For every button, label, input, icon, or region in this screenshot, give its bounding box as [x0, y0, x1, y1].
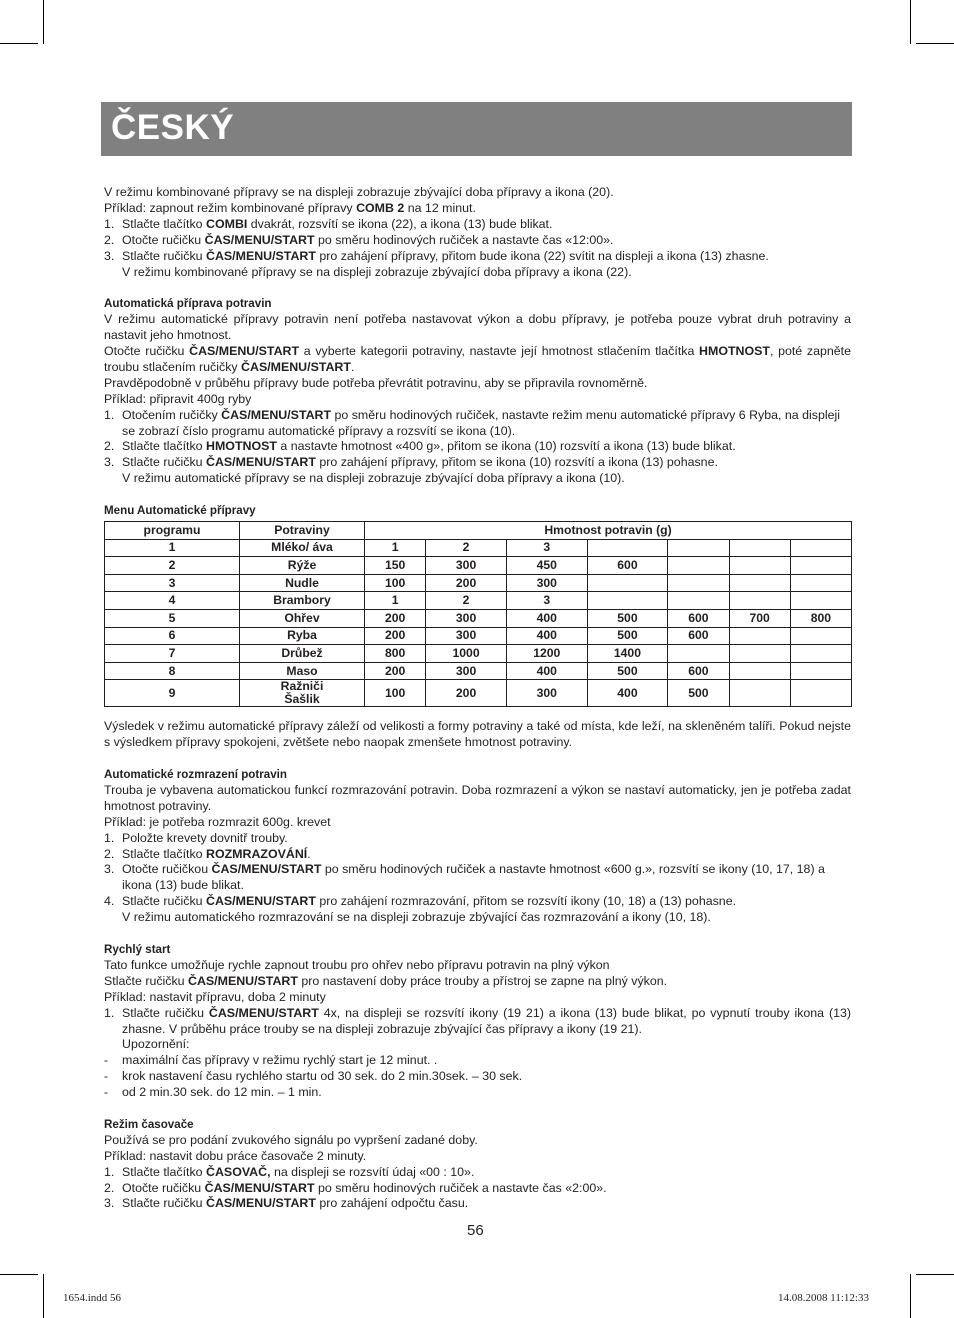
table-row — [105, 645, 852, 663]
weight-cell: 300 — [506, 680, 587, 707]
defrost-note: V režimu automatického rozmrazování se na displeji zobrazuje zbývající čas rozmrazování a ikony (10, 18). — [122, 910, 711, 925]
weight-cell: 400 — [506, 627, 587, 645]
food-cell: Nudle — [240, 574, 365, 592]
weight-cell — [668, 645, 729, 663]
weight-cell: 400 — [506, 662, 587, 680]
weight-cell: 300 — [426, 557, 507, 575]
weight-cell — [668, 557, 729, 575]
table-row — [105, 539, 852, 557]
bullet-item: - maximální čas přípravy v režimu rychlý start je 12 minut. . — [104, 1053, 438, 1068]
table-row — [105, 574, 852, 592]
table-row — [105, 609, 852, 627]
weight-cell — [668, 592, 729, 610]
weight-cell: 100 — [365, 574, 426, 592]
section-heading-quick: Rychlý start — [104, 943, 171, 956]
defrost-paragraph: Trouba je vybavena automatickou funkcí rozmrazování potravin. Doba rozmrazení a výkon se nastaví automaticky, jen je potřeba zadat hmotnost potraviny. — [104, 782, 851, 813]
food-cell — [240, 680, 365, 707]
weight-cell: 500 — [587, 627, 668, 645]
page-title: ČESKÝ — [111, 108, 235, 147]
section-heading-auto: Automatická příprava potravin — [104, 297, 272, 311]
result-paragraph: Výsledek v režimu automatické přípravy záleží od velikosti a formy potraviny a také od místa, kde leží, na skleněném talíři. Pokud nejste s výsledkem přípravy spokojeni, zvětšete nebo naopak zmenšete hmotnost potraviny. — [104, 719, 851, 750]
auto-paragraph: V režimu automatické přípravy potravin není potřeba nastavovat výkon a dobu přípravy, je potřeba pouze vybrat druh potraviny a nastavit jeho hmotnost. — [104, 312, 851, 343]
weight-cell: 300 — [426, 609, 507, 627]
quick-paragraph: Tato funkce umožňuje rychle zapnout troubu pro ohřev nebo přípravu potravin na plný výkon — [104, 957, 610, 972]
list-item: 3. Otočte ručičkou ČAS/MENU/START po směru hodinových ručiček a nastavte hmotnost «600 g.», rozsvítí se ikony (10, 17, 18) a ikona (13) bude blikat. — [104, 862, 825, 893]
list-item: 2. Otočte ručičku ČAS/MENU/START po směru hodinových ručiček a nastavte čas «2:00». — [104, 1180, 607, 1195]
crop-mark — [43, 0, 44, 44]
weight-cell: 2 — [426, 592, 507, 610]
list-item: 3. Stlačte ručičku ČAS/MENU/START pro zahájení přípravy, přitom bude ikona (22) svítit na displeji a ikona (13) zhasne. — [104, 248, 769, 263]
weight-cell — [729, 627, 790, 645]
weight-cell — [790, 574, 851, 592]
section-heading-timer: Režim časovače — [104, 1117, 194, 1131]
weight-cell: 600 — [668, 662, 729, 680]
food-cell: Mléko/ áva — [240, 539, 365, 557]
weight-cell: 200 — [365, 609, 426, 627]
food-cell: Drůbež — [240, 645, 365, 663]
quick-warning: Upozornění: — [122, 1037, 190, 1052]
weight-cell — [790, 627, 851, 645]
program-cell: 5 — [105, 609, 240, 627]
weight-cell: 1 — [365, 539, 426, 557]
auto-menu-table — [104, 521, 852, 707]
list-item: 4. Stlačte ručičku ČAS/MENU/START pro zahájení rozmrazování, přitom se rozsvítí ikony (10, 18) a (13) pohasne. — [104, 894, 737, 909]
food-cell: Rýže — [240, 557, 365, 575]
weight-cell: 400 — [587, 680, 668, 707]
program-cell: 3 — [105, 574, 240, 592]
crop-mark — [0, 43, 38, 44]
weight-cell: 1400 — [587, 645, 668, 663]
table-row — [105, 662, 852, 680]
food-cell: Brambory — [240, 592, 365, 610]
timer-paragraph: Používá se pro podání zvukového signálu po vypršení zadané doby. — [104, 1132, 478, 1147]
program-cell: 8 — [105, 662, 240, 680]
list-item: 3. Stlačte ručičku ČAS/MENU/START pro zahájení odpočtu času. — [104, 1196, 469, 1211]
intro-line: V režimu kombinované přípravy se na displeji zobrazuje zbývající doba přípravy a ikona (20). — [104, 185, 614, 199]
bullet-item: - krok nastavení času rychlého startu od 30 sek. do 2 min.30sek. – 30 sek. — [104, 1069, 523, 1084]
weight-cell: 500 — [587, 662, 668, 680]
weight-cell — [729, 539, 790, 557]
quick-example: Příklad: nastavit přípravu, doba 2 minuty — [104, 989, 326, 1004]
weight-cell: 1000 — [426, 645, 507, 663]
weight-cell — [587, 592, 668, 610]
table-row — [105, 627, 852, 645]
list-item: 1. Položte krevety dovnitř trouby. — [104, 830, 288, 845]
weight-cell — [729, 592, 790, 610]
timer-example: Příklad: nastavit dobu práce časovače 2 minuty. — [104, 1148, 367, 1163]
defrost-example: Příklad: je potřeba rozmrazit 600g. krevet — [104, 814, 331, 829]
list-item: 3. Stlačte ručičku ČAS/MENU/START pro zahájení přípravy, přitom se ikona (10) rozsvítí a ikona (13) pohasne. — [104, 455, 718, 470]
list-item: 1. Stlačte ručičku ČAS/MENU/START 4x, na displeji se rozsvítí ikony (19 21) a ikona (13) bude blikat, po vypnutí trouby ikona (13) zhasne. V průběhu práce trouby se na displeji zobrazuje zbývající čas přípravy a ikony (19 21). — [104, 1005, 851, 1036]
weight-cell — [729, 557, 790, 575]
page-number: 56 — [467, 1222, 484, 1239]
weight-cell: 200 — [426, 574, 507, 592]
weight-cell — [587, 539, 668, 557]
weight-cell: 600 — [587, 557, 668, 575]
weight-cell: 200 — [365, 627, 426, 645]
auto-paragraph: Otočte ručičku ČAS/MENU/START a vyberte kategorii potraviny, nastavte její hmotnost stlačením tlačítka HMOTNOST, poté zapněte troubu stlačením ručičky ČAS/MENU/START. — [104, 344, 851, 374]
quick-paragraph: Stlačte ručičku ČAS/MENU/START pro nastavení doby práce trouby a přístroj se zapne na plný výkon. — [104, 973, 668, 988]
main-content — [104, 185, 851, 1212]
crop-mark — [916, 1274, 954, 1275]
list-item: 1. Otočením ručičky ČAS/MENU/START po směru hodinových ručiček, nastavte režim menu automatické přípravy 6 Ryba, na displeji se zobrazí číslo programu automatické přípravy a rozsvítí se ikona (10). — [104, 407, 841, 438]
weight-cell: 500 — [668, 680, 729, 707]
weight-cell — [729, 574, 790, 592]
intro-steps — [104, 217, 851, 281]
weight-cell: 700 — [729, 609, 790, 627]
weight-cell — [668, 539, 729, 557]
weight-cell: 800 — [790, 609, 851, 627]
language-header-bar — [101, 102, 852, 156]
weight-cell — [668, 574, 729, 592]
section-heading-menu: Menu Automatické přípravy — [104, 504, 256, 518]
crop-mark — [43, 1274, 44, 1318]
weight-cell — [790, 557, 851, 575]
food-label-line: Šašlik — [284, 692, 320, 707]
list-item: 2. Stlačte tlačítko HMOTNOST a nastavte hmotnost «400 g», přitom se ikona (10) rozsvítí a ikona (13) bude blikat. — [104, 439, 736, 454]
weight-cell: 500 — [587, 609, 668, 627]
table-body — [105, 539, 852, 707]
weight-cell — [729, 680, 790, 707]
weight-cell: 150 — [365, 557, 426, 575]
table-row — [105, 680, 852, 707]
weight-cell: 300 — [426, 662, 507, 680]
print-slug-file: 1654.indd 56 — [63, 1292, 122, 1304]
table-header-row — [105, 522, 852, 540]
weight-cell: 800 — [365, 645, 426, 663]
program-cell: 7 — [105, 645, 240, 663]
crop-mark — [916, 43, 954, 44]
weight-cell: 600 — [668, 609, 729, 627]
weight-cell — [790, 539, 851, 557]
column-header: Potraviny — [240, 522, 365, 540]
weight-cell: 200 — [365, 662, 426, 680]
list-item: 2. Otočte ručičku ČAS/MENU/START po směru hodinových ručiček a nastavte čas «12:00». — [104, 232, 614, 247]
food-cell: Ryba — [240, 627, 365, 645]
weight-cell: 300 — [426, 627, 507, 645]
crop-mark — [0, 1274, 38, 1275]
weight-cell — [790, 662, 851, 680]
weight-cell: 1 — [365, 592, 426, 610]
weight-cell — [790, 645, 851, 663]
column-header: Hmotnost potravin (g) — [365, 522, 852, 540]
list-item: 1. Stlačte tlačítko ČASOVAČ, na displeji se rozsvítí údaj «00 : 10». — [104, 1164, 475, 1179]
weight-cell: 3 — [506, 592, 587, 610]
weight-cell: 100 — [365, 680, 426, 707]
weight-cell: 2 — [426, 539, 507, 557]
weight-cell: 1200 — [506, 645, 587, 663]
weight-cell: 3 — [506, 539, 587, 557]
weight-cell: 600 — [668, 627, 729, 645]
food-cell: Maso — [240, 662, 365, 680]
list-item: 1. Stlačte tlačítko COMBI dvakrát, rozsvítí se ikona (22), a ikona (13) bude blikat. — [104, 216, 553, 231]
weight-cell — [587, 574, 668, 592]
weight-cell: 300 — [506, 574, 587, 592]
intro-example: Příklad: zapnout režim kombinované přípravy COMB 2 na 12 minut. — [104, 200, 476, 215]
table-row — [105, 557, 852, 575]
weight-cell — [729, 645, 790, 663]
section-heading-defrost: Automatické rozmrazení potravin — [104, 768, 287, 782]
column-header: programu — [105, 522, 240, 540]
weight-cell: 200 — [426, 680, 507, 707]
program-cell: 1 — [105, 539, 240, 557]
intro-note: V režimu kombinované přípravy se na displeji zobrazuje zbývající doba přípravy a ikona (22). — [122, 264, 632, 279]
auto-example: Příklad: připravit 400g ryby — [104, 391, 252, 406]
auto-note: V režimu automatické přípravy se na displeji zobrazuje zbývající doba přípravy a ikona (10). — [122, 471, 625, 486]
bullet-item: - od 2 min.30 sek. do 12 min. – 1 min. — [104, 1085, 322, 1100]
food-label-line: Ražniči — [280, 679, 324, 694]
program-cell: 9 — [105, 680, 240, 707]
auto-paragraph: Pravděpodobně v průběhu přípravy bude potřeba převrátit potravinu, aby se připravila rovnoměrně. — [104, 375, 648, 390]
table-row — [105, 592, 852, 610]
crop-mark — [910, 1274, 911, 1318]
weight-cell: 400 — [506, 609, 587, 627]
weight-cell — [790, 592, 851, 610]
weight-cell: 450 — [506, 557, 587, 575]
weight-cell — [729, 662, 790, 680]
program-cell: 2 — [105, 557, 240, 575]
list-item: 2. Stlačte tlačítko ROZMRAZOVÁNÍ. — [104, 846, 311, 861]
program-cell: 6 — [105, 627, 240, 645]
program-cell: 4 — [105, 592, 240, 610]
print-slug-date: 14.08.2008 11:12:33 — [778, 1292, 869, 1304]
weight-cell — [790, 680, 851, 707]
food-cell: Ohřev — [240, 609, 365, 627]
crop-mark — [910, 0, 911, 44]
